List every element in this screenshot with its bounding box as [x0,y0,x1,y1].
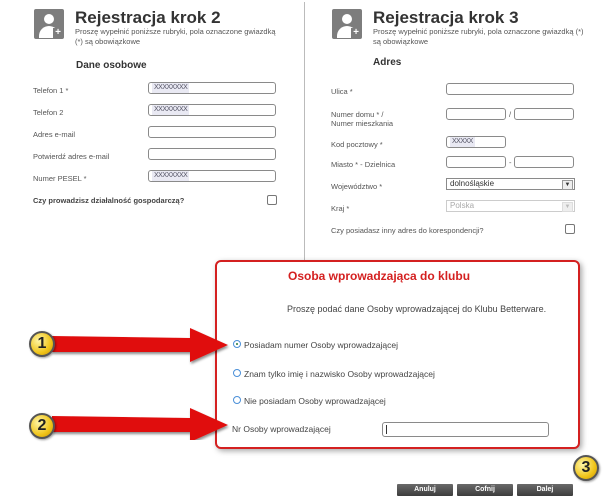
voivodeship-value: dolnośląskie [450,179,495,188]
step3-section-title: Adres [373,57,402,68]
referrer-number-input[interactable] [382,422,549,437]
radio-no-referrer-label[interactable]: Nie posiadam Osoby wprowadzającej [244,396,386,406]
pesel-value: XXXXXXXX [154,172,188,179]
referrer-modal [215,260,580,449]
radio-has-number-label[interactable]: Posiadam numer Osoby wprowadzającej [244,340,399,350]
phone2-value: XXXXXXXX [154,106,188,113]
email-label: Adres e-mail [33,130,76,139]
column-divider [304,2,305,267]
text-cursor [386,425,387,434]
alt-address-checkbox[interactable] [565,224,575,234]
street-input[interactable] [446,83,574,95]
step-badge-2: 2 [29,413,55,439]
country-select[interactable] [446,200,575,212]
step3-title: Rejestracja krok 3 [373,8,519,27]
phone2-label: Telefon 2 [33,108,64,117]
annotation-arrows [50,320,240,440]
pesel-label: Numer PESEL * [33,174,87,183]
district-input[interactable] [514,156,574,168]
apartment-number-label: Numer mieszkania [331,119,394,128]
house-number-label: Numer domu * / [331,110,384,119]
arrow-1 [52,328,228,362]
country-value: Polska [450,201,475,210]
pesel-input[interactable] [148,170,276,182]
back-button[interactable]: Cofnij [457,484,513,496]
city-input[interactable] [446,156,506,168]
step-badge-1: 1 [29,331,55,357]
radio-name-only-label[interactable]: Znam tylko imię i nazwisko Osoby wprowadzającej [244,369,435,379]
house-separator: / [509,110,512,119]
voivodeship-label: Województwo * [331,182,383,191]
email-confirm-input[interactable] [148,148,276,160]
step2-title: Rejestracja krok 2 [75,8,221,27]
arrow-2 [52,408,228,440]
cancel-button[interactable]: Anuluj [397,484,453,496]
user-add-icon: + [332,9,362,39]
phone1-input[interactable] [148,82,276,94]
modal-title: Osoba wprowadzająca do klubu [288,269,471,283]
phone1-value: XXXXXXXX [154,84,188,91]
email-input[interactable] [148,126,276,138]
next-button[interactable]: Dalej [517,484,573,496]
postal-code-value: XXXXX [452,138,473,145]
step2-section-title: Dane osobowe [76,60,147,71]
business-question: Czy prowadzisz działalność gospodarczą? [33,196,185,205]
alt-address-question: Czy posiadasz inny adres do korespondencji? [331,226,484,235]
phone2-input[interactable] [148,104,276,116]
apartment-number-input[interactable] [514,108,574,120]
postal-code-label: Kod pocztowy * [331,140,383,149]
business-checkbox[interactable] [267,195,277,205]
user-add-icon: + [34,9,64,39]
phone1-label: Telefon 1 * [33,86,69,95]
email-confirm-label: Potwierdź adres e-mail [33,152,110,161]
country-label: Kraj * [331,204,350,213]
step-badge-3: 3 [573,455,599,481]
voivodeship-select[interactable] [446,178,575,190]
chevron-down-icon: ▼ [562,202,573,212]
modal-description: Proszę podać dane Osoby wprowadzającej do Klubu Betterware. [287,304,547,314]
street-label: Ulica * [331,87,353,96]
house-number-input[interactable] [446,108,506,120]
city-separator: - [509,158,512,167]
referrer-number-label: Nr Osoby wprowadzającej [232,424,331,434]
postal-code-input[interactable] [446,136,506,148]
step3-subtitle: Proszę wypełnić poniższe rubryki, pola oznaczone gwiazdką (*) są obowiązkowe [373,27,584,46]
city-label: Miasto * - Dzielnica [331,160,396,169]
chevron-down-icon: ▼ [562,180,573,190]
step2-subtitle: Proszę wypełnić poniższe rubryki, pola oznaczone gwiazdką (*) są obowiązkowe [75,27,276,46]
